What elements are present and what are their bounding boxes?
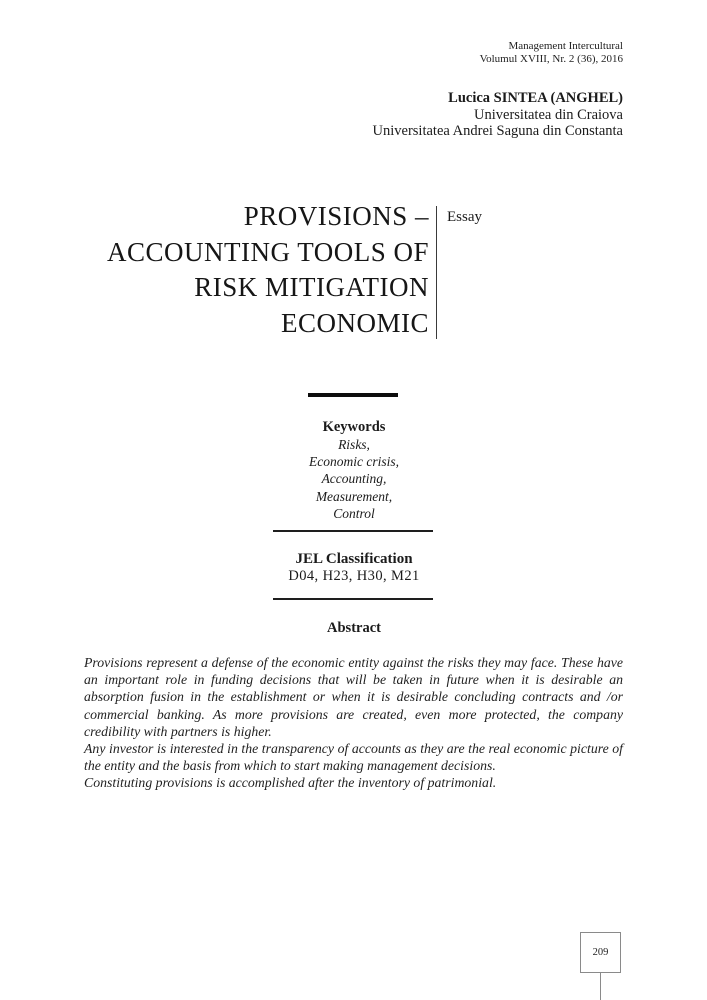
keyword: Control xyxy=(333,505,375,521)
affiliation: Universitatea din Craiova xyxy=(474,106,623,123)
abstract-paragraph: Constituting provisions is accomplished after the inventory of patrimonial. xyxy=(84,775,497,791)
author-block xyxy=(373,90,623,140)
page-number-box xyxy=(580,932,621,973)
jel-bottom-rule xyxy=(273,598,433,600)
abstract-body xyxy=(84,654,623,792)
keyword: Measurement, xyxy=(315,488,393,504)
article-title-line: PROVISIONS – xyxy=(243,201,429,231)
page-number: 209 xyxy=(592,947,609,958)
keyword: Accounting, xyxy=(321,471,387,487)
abstract-paragraph: Provisions represent a defense of the economic entity against the risks they may face. These have an important role in funding decisions that will be taken in future when it is desirable an absorption fusion in the establishment or when it is desirable concluding contracts and /or commercial banking. As more provisions are created, even more protected, the company credibility with partners is higher. xyxy=(84,655,623,739)
keywords-section xyxy=(84,419,624,522)
keywords-list xyxy=(84,436,624,522)
jel-codes: D04, H23, H30, M21 xyxy=(288,568,420,584)
jel-section xyxy=(84,551,624,585)
journal-header xyxy=(480,40,623,66)
keywords-heading: Keywords xyxy=(322,419,386,435)
article-title xyxy=(107,199,429,341)
author-name: Lucica SINTEA (ANGHEL) xyxy=(448,90,623,106)
article-type-label: Essay xyxy=(447,209,482,225)
article-title-line: ECONOMIC xyxy=(280,307,429,338)
journal-volume: Volumul XVIII, Nr. 2 (36), 2016 xyxy=(479,53,623,65)
affiliation: Universitatea Andrei Saguna din Constanta xyxy=(372,123,623,139)
jel-top-rule xyxy=(273,530,433,532)
page-number-stem-line xyxy=(600,973,601,1000)
title-divider-line xyxy=(436,206,437,339)
keyword: Risks, xyxy=(338,437,370,452)
jel-heading: JEL Classification xyxy=(295,551,413,567)
keywords-separator-bar xyxy=(308,393,398,397)
article-title-line: ACCOUNTING TOOLS OF xyxy=(106,236,429,267)
abstract-paragraph: Any investor is interested in the transparency of accounts as they are the real economic picture of the entity and the basis from which to start making management decisions. xyxy=(84,741,623,774)
keyword: Economic crisis, xyxy=(309,454,399,470)
author-affiliations xyxy=(373,107,623,140)
abstract-heading: Abstract xyxy=(327,620,381,636)
journal-name: Management Intercultural xyxy=(508,40,623,52)
article-title-line: RISK MITIGATION xyxy=(194,272,429,302)
